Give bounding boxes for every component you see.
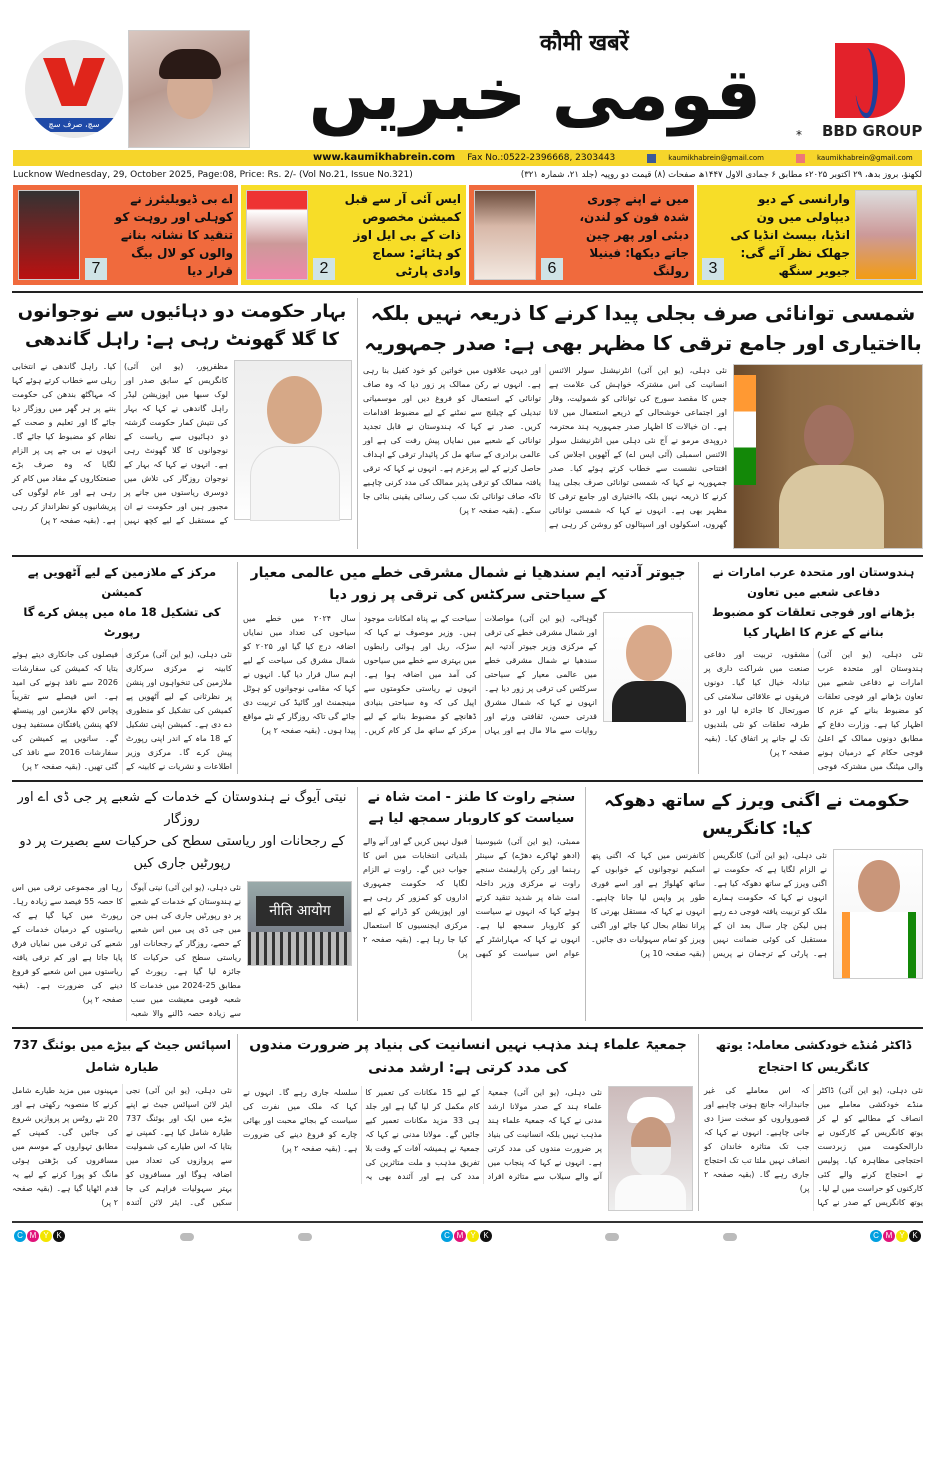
teaser-page-number: 6 — [541, 258, 563, 280]
cmyk-mark: C M Y K — [870, 1230, 921, 1242]
pay-commission-story — [12, 562, 237, 774]
agniveer-headline[interactable]: حکومت نے اگنی ویرز کے ساتھ دھوکہ کیا: کانگریس — [604, 791, 910, 839]
facebook-email[interactable]: kaumikhabrein@gmail.com — [668, 154, 764, 162]
mail-icon — [796, 154, 805, 163]
article-body: نئی دہلی، (یو این آئی) مرکزی کابینہ نے مرکزی سرکاری ملازمین کی تنخواہوں اور پنشن پر نظرثانی کے لیے آٹھویں پے کمیشن کی تشکیل کو منظوری دے دی ہے۔ کمیشن اپنی تشکیل کے 18 ماہ کے اندر اپنی رپورٹ پیش کرے گا۔ مرکزی وزیر اطلاعات و نشریات نے کابینہ کے فیصلوں کی جانکاری دیتے ہوئے بتایا کہ کمیشن کی سفارشات 2026 سے نافذ ہونے کی امید ہے۔ اس فیصلے سے تقریباً پچاس لاکھ ملازمین اور پینسٹھ لاکھ پنشن یافتگان مستفید ہوں گے۔ ساتویں پے کمیشن کی سفارشات 2016 سے نافذ کی گئی تھیں۔ (بقیہ صفحہ ۲ پر) — [12, 650, 233, 771]
niti-aayog-headline[interactable]: نیتی آیوگ نے ہندوستان کے خدمات کے شعبے پر جی ڈی اے اور روزگار کے رجحانات اور ریاستی سطح کی حرکیات سے بصیرت پر دو رپورٹیں جاری کیں — [17, 790, 347, 871]
website-link[interactable]: www.kaumikhabrein.com — [313, 152, 456, 163]
registration-mark — [298, 1233, 312, 1241]
niti-aayog-photo — [247, 881, 352, 966]
rahul-gandhi-photo — [234, 360, 352, 520]
teaser-page-number: 7 — [85, 258, 107, 280]
dateline-english: Lucknow Wednesday, 29, October 2025, Page:08, Price: Rs. 2/- (Vol No.21, Issue No.321) — [13, 170, 413, 180]
article-body: نئی دہلی، (یو این آئی) ہندوستان اور متحدہ عرب امارات نے دفاعی شعبے میں تعاون بڑھانے اور فوجی تعلقات کو مضبوط بنانے کے عزم کا اظہار کیا ہے۔ وزارت دفاع کے مطابق دونوں ممالک کے اعلیٰ فوجی حکام کے درمیان ہونے والی میٹنگ میں مشترکہ فوجی مشقوں، تربیت اور دفاعی صنعت میں شراکت داری پر تبادلہ خیال کیا گیا۔ دونوں فریقوں نے علاقائی سلامتی کی صورتحال کا جائزہ لیا اور دو طرفہ تعلقات کو نئی بلندیوں تک لے جانے پر اتفاق کیا۔ (بقیہ صفحہ ۲ پر) — [704, 650, 923, 771]
article-body: نئی دہلی، (یو این آئی) نیتی آیوگ نے ہندوستان کے خدمات کے شعبے پر دو رپورٹیں جاری کی ہیں جن میں جی ڈی پی میں اس شعبے کے حصے، روزگار کے رجحانات اور ریاستی سطح کی حرکیات کا جائزہ لیا گیا ہے۔ رپورٹ کے مطابق 25-2024 میں خدمات کا شعبہ قومی معیشت میں سب سے زیادہ حصہ ڈالنے والا شعبہ رہا اور مجموعی ترقی میں اس کا حصہ 55 فیصد سے زیادہ رہا۔ رپورٹ میں کہا گیا ہے کہ ریاستوں کے درمیان خدمات کے شعبے کی ترقی میں نمایاں فرق پایا جاتا ہے اور کم ترقی یافتہ ریاستوں میں اس شعبے کو فروغ دینے کی ضرورت ہے۔ (بقیہ صفحہ ۲ پر) — [12, 883, 241, 1018]
doctor-headline[interactable]: ڈاکٹر مُنڈے خودکشی معاملہ: یوتھ کانگریس کا احتجاج — [715, 1038, 912, 1074]
fax-number: Fax No.:0522-2396668, 2303443 — [467, 153, 616, 163]
teaser-photo — [18, 190, 80, 280]
spicejet-headline[interactable]: اسپائس جیٹ کے بیڑے میں بوئنگ 737 طیارہ شامل — [13, 1038, 231, 1074]
teaser-samajwadi[interactable] — [241, 185, 466, 285]
dateline — [13, 168, 922, 182]
president-photo — [733, 364, 923, 549]
cmyk-mark: C M Y K — [14, 1230, 65, 1242]
raut-headline[interactable]: سنجے راوت کا طنز - امت شاہ نے سیاست کو کاروبار سمجھ لیا ہے — [367, 790, 576, 826]
cmyk-mark: C M Y K — [441, 1230, 492, 1242]
scindia-headline[interactable]: جیوتر آدتیہ ایم سندھیا نے شمال مشرقی خطے میں عالمی معیار کے سیاحتی سرکٹس کی ترقی پر زور دیا — [250, 565, 686, 603]
teaser-devilliers[interactable] — [13, 185, 238, 285]
article-body: نئی دہلی، (یو این آئی) انٹرنیشنل سولر الائنس انسانیت کی اس مشترکہ خواہش کی علامت ہے جس کا مقصد سورج کی توانائی کو شمولیت، وقار اور اجتماعی خوشحالی کے ذریعے استعمال میں لانا ہے۔ ان خیالات کا اظہار صدر جمہوریہ ہند محترمہ دروپدی مرمو نے آج نئی دہلی میں انٹرنیشنل سولر الائنس اسمبلی (آئی ایس اے) کے آٹھویں اجلاس کی افتتاحی نشست سے خطاب کرتے ہوئے کیا۔ صدر جمہوریہ نے کہا کہ شمسی توانائی صرف بجلی پیدا کرنے کا ذریعہ نہیں بلکہ بااختیاری اور جامع ترقی کا مظہر بھی ہے۔ انہوں نے کہا کہ شمسی توانائی گھروں، اسکولوں اور اسپتالوں کو روشن کر رہی ہے اور دیہی علاقوں میں خواتین کو خود کفیل بنا رہی ہے۔ انہوں نے رکن ممالک پر زور دیا کہ وہ صاف توانائی کے استعمال کو فروغ دیں اور موسمیاتی تبدیلی کے چیلنج سے نمٹنے کے لیے مضبوط اقدامات کریں۔ صدر نے کہا کہ ہندوستان نے قابل تجدید توانائی کے شعبے میں نمایاں پیش رفت کی ہے اور عالمی برادری کے ساتھ مل کر پائیدار ترقی کے اہداف حاصل کرنے کے لیے پرعزم ہے۔ انہوں نے کہا کہ ترقی یافتہ ممالک کو ترقی پذیر ممالک کی مدد کرنی چاہیے تاکہ صاف توانائی تک سب کی رسائی یقینی بنائی جا سکے۔ (بقیہ صفحہ ۲ پر) — [363, 366, 727, 529]
portrait-photo — [128, 30, 250, 148]
masthead-hindi: कौमी खबरें — [540, 31, 629, 56]
star-mark: * — [796, 128, 802, 142]
registration-mark — [723, 1233, 737, 1241]
article-body: گوہاٹی، (یو این آئی) مواصلات اور شمال مشرقی خطے کی ترقی کے مرکزی وزیر جیوتر آدتیہ ایم سندھیا نے شمال مشرقی خطے میں عالمی معیار کے سیاحتی سرکٹس کی ترقی پر زور دیا ہے۔ انہوں نے کہا کہ شمال مشرق قدرتی حسن، ثقافتی ورثے اور روایات سے مالا مال ہے اور یہاں سیاحت کے بے پناہ امکانات موجود ہیں۔ وزیر موصوف نے کہا کہ سڑک، ریل اور ہوائی رابطوں میں بہتری سے خطے میں سیاحوں کی آمد میں اضافہ ہوا ہے۔ انہوں نے ریاستی حکومتوں سے اپیل کی کہ وہ سیاحتی بنیادی ڈھانچے کو مضبوط بنانے کے لیے مرکز کے ساتھ مل کر کام کریں۔ سال ۲۰۲۴ میں خطے میں سیاحوں کی تعداد میں نمایاں اضافہ درج کیا گیا اور ۲۰۲۵ کو شمال مشرق کی سیاحت کے لیے اہم سال قرار دیا گیا۔ انہوں نے کہا کہ مقامی نوجوانوں کو ہوٹل مینجمنٹ اور گائیڈ کی تربیت دی جائے گی تاکہ روزگار کے نئے مواقع پیدا ہوں۔ (بقیہ صفحہ ۲ پر) — [243, 614, 597, 735]
dateline-urdu: لکھنؤ، بروز بدھ، ۲۹ اکتوبر ۲۰۲۵ء مطابق ۶ جمادی الاول ۱۴۴۷ھ صفحات (۸) قیمت دو روپیہ (جلد ۲۱، شمارہ ۳۲۱) — [520, 170, 922, 180]
article-body: نئی دہلی، (یو این آئی) ڈاکٹر منڈے خودکشی معاملے میں انصاف کے مطالبے کو لے کر یوتھ کانگریس کے کارکنوں نے دارالحکومت میں زبردست احتجاجی مظاہرہ کیا۔ پولیس نے احتجاج کرنے والے کئی کارکنوں کو حراست میں لے لیا۔ یوتھ کانگریس کے صدر نے کہا کہ اس معاملے کی غیر جانبدارانہ جانچ ہونی چاہیے اور قصورواروں کو سخت سزا دی جانی چاہیے۔ انہوں نے کہا کہ جب تک متاثرہ خاندان کو انصاف نہیں ملتا تب تک احتجاج جاری رہے گا۔ (بقیہ صفحہ ۲ پر) — [704, 1086, 923, 1207]
agniveer-story — [585, 787, 923, 1021]
teaser-fenella[interactable] — [469, 185, 694, 285]
registration-mark — [605, 1233, 619, 1241]
teaser-strip — [13, 185, 922, 285]
article-body: نئی دہلی، (یو این آئی) کانگریس نے الزام لگایا ہے کہ حکومت نے اگنی ویرز کے ساتھ دھوکہ کیا ہے۔ انہوں نے کہا کہ حکومت ہمارے ملک کو تربیت یافتہ فوجی دے رہے ہیں لیکن چار سال بعد ان کے مستقبل کی کوئی ضمانت نہیں ہے۔ پارٹی کے ترجمان نے پریس کانفرنس میں کہا کہ اگنی پتھ اسکیم نوجوانوں کے خوابوں کے ساتھ کھلواڑ ہے اور اسے فوری طور پر واپس لیا جانا چاہیے۔ انہوں نے کہا کہ مستقل بھرتی کا پرانا نظام بحال کیا جائے اور اگنی ویرز کو تمام سہولیات دی جائیں۔ (بقیہ صفحہ 10 پر) — [591, 851, 827, 958]
article-body: مظفرپور، (یو این آئی) کانگریس کے سابق صدر اور لوک سبھا میں اپوزیشن لیڈر راہل گاندھی نے کہا کہ بہار کی نتیش کمار حکومت گزشتہ دو دہائیوں سے ریاست کے نوجوانوں کا گلا گھونٹ رہی ہے۔ انہوں نے کہا کہ بہار کے نوجوان روزگار کی تلاش میں دوسری ریاستوں میں جانے پر مجبور ہیں اور حکومت نے ان کے مستقبل کے لیے کچھ نہیں کیا۔ راہل گاندھی نے انتخابی ریلی سے خطاب کرتے ہوئے کہا کہ مہاگٹھ بندھن کی حکومت بننے پر ہر گھر میں روزگار دیا جائے گا اور تعلیم و صحت کے نظام کو مضبوط کیا جائے گا۔ انہوں نے بی جے پی پر الزام لگایا کہ وہ صرف بڑے صنعتکاروں کے مفاد میں کام کر رہی ہے اور عام لوگوں کی پریشانیوں کو نظرانداز کر رہی ہے۔ (بقیہ صفحہ ۲ پر) — [12, 362, 228, 525]
scindia-photo — [603, 612, 693, 722]
contact-email[interactable]: kaumikhabrein@gmail.com — [816, 154, 913, 162]
jamiat-story — [237, 1034, 698, 1211]
lead-headline[interactable]: شمسی توانائی صرف بجلی پیدا کرنے کا ذریعہ نہیں بلکہ بااختیاری اور جامع ترقی کا مظہر بھی ہے: صدر جمہوریہ — [364, 301, 922, 355]
info-bar — [13, 150, 922, 166]
section-4 — [12, 1027, 923, 1211]
teaser-photo — [246, 190, 308, 280]
pen-nib-icon — [43, 58, 105, 106]
logo-tagline: سچ، صرف سچ — [27, 118, 121, 132]
president-story — [357, 298, 923, 549]
print-marks — [12, 1221, 923, 1251]
doctor-story — [698, 1034, 923, 1211]
registration-mark — [180, 1233, 194, 1241]
facebook-icon — [647, 154, 656, 163]
article-body: ممبئی، (یو این آئی) شیوسینا (ادھو ٹھاکرے دھڑے) کے سینئر رہنما اور رکن پارلیمنٹ سنجے راوت نے مرکزی وزیر داخلہ امت شاہ پر شدید تنقید کرتے ہوئے کہا کہ انہوں نے سیاست کو کاروبار سمجھ لیا ہے۔ انہوں نے کہا کہ مہاراشٹر کے عوام اس سیاست کو کبھی قبول نہیں کریں گے اور آنے والے بلدیاتی انتخابات میں اس کا جواب دیں گے۔ راوت نے الزام لگایا کہ حکومت جمہوری اداروں کو کمزور کر رہی ہے اور اپوزیشن کو ڈرانے کے لیے مرکزی ایجنسیوں کا استعمال کیا جا رہا ہے۔ (بقیہ صفحہ ۲ پر) — [363, 837, 580, 958]
section-3 — [12, 780, 923, 1021]
uae-story — [698, 562, 923, 774]
masthead — [0, 0, 935, 150]
teaser-photo — [474, 190, 536, 280]
spicejet-story — [12, 1034, 237, 1211]
scindia-story — [237, 562, 698, 774]
teaser-page-number: 2 — [313, 258, 335, 280]
teaser-text: اے بی ڈیویلیئرز نے کوہلی اور روہت کو تنقید کا نشانہ بنانے والوں کو لال بیگ قرار دیا — [114, 192, 233, 278]
raut-story — [357, 787, 585, 1021]
bbd-group-text: BBD GROUP — [822, 122, 923, 140]
teaser-page-number: 3 — [702, 258, 724, 280]
pay-commission-headline[interactable]: مرکز کے ملازمین کے لیے آٹھویں پے کمیشن کی تشکیل 18 ماہ میں پیش کرے گا رپورٹ — [23, 565, 221, 639]
rahul-headline[interactable]: بہار حکومت دو دہائیوں سے نوجوانوں کا گلا گھونٹ رہی ہے: راہل گاندھی — [17, 301, 347, 350]
article-body: نئی دہلی، (یو این آئی) نجی ایئر لائن اسپائس جیٹ نے اپنے بیڑے میں ایک اور بوئنگ 737 طیارہ شامل کیا ہے۔ کمپنی نے بتایا کہ اس طیارے کی شمولیت سے پروازوں کی تعداد میں اضافہ ہوگا اور مسافروں کو بہتر سہولیات فراہم کی جا سکیں گی۔ ایئر لائن آئندہ مہینوں میں مزید طیارے شامل کرنے کا منصوبہ رکھتی ہے اور 20 نئے روٹس پر پروازیں شروع کی جائیں گی۔ کمپنی کے مطابق تہواروں کے موسم میں مسافروں کی بڑھتی ہوئی مانگ کو پورا کرنے کے لیے یہ قدم اٹھایا گیا ہے۔ (بقیہ صفحہ ۲ پر) — [12, 1086, 232, 1207]
arshad-madni-photo — [608, 1086, 693, 1211]
teaser-photo — [855, 190, 917, 280]
congress-leader-photo — [833, 849, 923, 979]
bbd-logo — [835, 43, 905, 118]
indian-flag — [734, 375, 756, 485]
niti-aayog-story — [12, 787, 357, 1021]
vl-logo — [25, 40, 123, 138]
section-2 — [12, 555, 923, 774]
masthead-title: قومی خبریں — [308, 52, 762, 136]
teaser-text: وارانسی کے دیو دیپاولی میں ون انڈیا، بیسٹ انڈیا کی جھلک نظر آئے گی: جیویر سنگھ — [730, 192, 850, 278]
teaser-varanasi[interactable] — [697, 185, 922, 285]
uae-headline[interactable]: ہندوستان اور متحدہ عرب امارات نے دفاعی شعبے میں تعاون بڑھانے اور فوجی تعلقات کو مضبوط بنانے کے عزم کا اظہار کیا — [711, 565, 916, 639]
niti-aayog-sign: नीति आयोग — [256, 896, 344, 926]
rahul-story — [12, 298, 357, 549]
teaser-text: میں نے اپنے چوری شدہ فون کو لندن، دبئی اور پھر چین جاتے دیکھا: فینیلا رولنگ — [579, 192, 689, 278]
article-body: نئی دہلی، (یو این آئی) جمعیۃ علماء ہند کے صدر مولانا ارشد مدنی نے کہا کہ جمعیۃ علماء ہند مذہب نہیں بلکہ انسانیت کی بنیاد پر ضرورت مندوں کی مدد کرتی ہے۔ انہوں نے کہا کہ پنجاب میں آنے والے سیلاب سے متاثرہ افراد کے لیے 15 مکانات کی تعمیر کا کام مکمل کر لیا گیا ہے اور جلد ہی 33 مزید مکانات تعمیر کیے جائیں گے۔ مولانا مدنی نے کہا کہ جمعیۃ نے ہمیشہ آفات کے وقت بلا تفریق مذہب و ملت متاثرین کی مدد کی ہے اور آئندہ بھی یہ سلسلہ جاری رہے گا۔ انہوں نے کہا کہ ملک میں نفرت کی سیاست کے بجائے محبت اور بھائی چارے کو فروغ دینے کی ضرورت ہے۔ (بقیہ صفحہ ۲ پر) — [243, 1088, 602, 1181]
teaser-text: ایس آئی آر سے قبل کمیشن مخصوص ذات کے بی ایل اوز کو ہٹائے: سماج وادی پارٹی — [344, 192, 461, 278]
jamiat-headline[interactable]: جمعیۃ علماء ہند مذہب نہیں انسانیت کی بنیاد پر ضرورت مندوں کی مدد کرتی ہے: ارشد مدنی — [249, 1037, 687, 1076]
section-1 — [12, 291, 923, 549]
